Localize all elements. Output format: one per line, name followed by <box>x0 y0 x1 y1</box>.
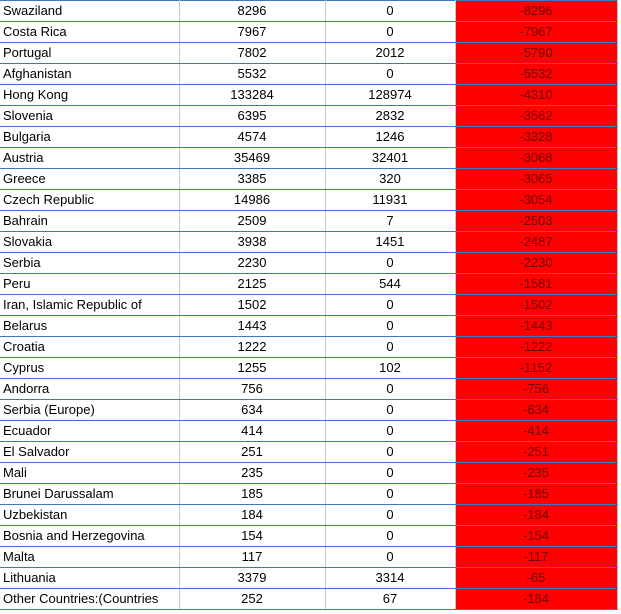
cell-country[interactable]: Afghanistan <box>0 64 179 85</box>
table-row <box>0 253 617 274</box>
cell-value-a[interactable]: 14986 <box>179 190 325 211</box>
cell-difference[interactable]: -634 <box>455 400 617 421</box>
cell-value-b[interactable]: 544 <box>325 274 455 295</box>
cell-difference[interactable]: -184 <box>455 505 617 526</box>
cell-country[interactable]: Greece <box>0 169 179 190</box>
cell-difference[interactable]: -3054 <box>455 190 617 211</box>
cell-difference[interactable]: -3068 <box>455 148 617 169</box>
cell-value-b[interactable]: 0 <box>325 1 455 22</box>
table-row <box>0 127 617 148</box>
cell-value-a[interactable]: 414 <box>179 421 325 442</box>
cell-country[interactable]: Serbia <box>0 253 179 274</box>
cell-difference[interactable]: -3562 <box>455 106 617 127</box>
cell-country[interactable]: Hong Kong <box>0 85 179 106</box>
table-row <box>0 148 617 169</box>
table-row <box>0 379 617 400</box>
cell-difference[interactable]: -65 <box>455 568 617 589</box>
cell-value-b[interactable]: 0 <box>325 316 455 337</box>
cell-value-b[interactable]: 32401 <box>325 148 455 169</box>
cell-country[interactable]: Ecuador <box>0 421 179 442</box>
cell-country[interactable]: Lithuania <box>0 568 179 589</box>
cell-country[interactable]: Peru <box>0 274 179 295</box>
cell-value-b[interactable]: 0 <box>325 505 455 526</box>
cell-country[interactable]: Bosnia and Herzegovina <box>0 526 179 547</box>
cell-country[interactable]: Brunei Darussalam <box>0 484 179 505</box>
cell-value-a[interactable]: 634 <box>179 400 325 421</box>
cell-value-b[interactable]: 0 <box>325 484 455 505</box>
cell-country[interactable]: Bahrain <box>0 211 179 232</box>
cell-value-a[interactable]: 252 <box>179 589 325 610</box>
cell-value-a[interactable]: 1502 <box>179 295 325 316</box>
cell-value-a[interactable]: 1222 <box>179 337 325 358</box>
cell-difference[interactable]: -1581 <box>455 274 617 295</box>
cell-difference[interactable]: -1502 <box>455 295 617 316</box>
cell-value-a[interactable]: 2509 <box>179 211 325 232</box>
cell-difference[interactable]: -1222 <box>455 337 617 358</box>
cell-country[interactable]: Bulgaria <box>0 127 179 148</box>
cell-difference[interactable]: -185 <box>455 484 617 505</box>
table-row <box>0 526 617 547</box>
table-row <box>0 316 617 337</box>
cell-value-b[interactable]: 1246 <box>325 127 455 148</box>
cell-value-b[interactable]: 2012 <box>325 43 455 64</box>
cell-value-a[interactable]: 7802 <box>179 43 325 64</box>
cell-value-a[interactable]: 3385 <box>179 169 325 190</box>
cell-value-b[interactable]: 0 <box>325 463 455 484</box>
table-row <box>0 442 617 463</box>
cell-difference[interactable]: -5790 <box>455 43 617 64</box>
cell-value-b[interactable]: 0 <box>325 400 455 421</box>
cell-value-b[interactable]: 320 <box>325 169 455 190</box>
cell-country[interactable]: Slovakia <box>0 232 179 253</box>
cell-value-a[interactable]: 35469 <box>179 148 325 169</box>
cell-difference[interactable]: -154 <box>455 526 617 547</box>
cell-value-a[interactable]: 756 <box>179 379 325 400</box>
cell-value-a[interactable]: 7967 <box>179 22 325 43</box>
table-row <box>0 463 617 484</box>
table-row <box>0 295 617 316</box>
table-row <box>0 85 617 106</box>
table-row <box>0 484 617 505</box>
cell-difference[interactable]: -5532 <box>455 64 617 85</box>
table-row <box>0 232 617 253</box>
table-row <box>0 43 617 64</box>
cell-country[interactable]: Croatia <box>0 337 179 358</box>
cell-value-b[interactable]: 0 <box>325 295 455 316</box>
cell-value-b[interactable]: 11931 <box>325 190 455 211</box>
table-row <box>0 358 617 379</box>
cell-value-b[interactable]: 0 <box>325 379 455 400</box>
table-row <box>0 505 617 526</box>
cell-value-b[interactable]: 7 <box>325 211 455 232</box>
cell-difference[interactable]: -8296 <box>455 1 617 22</box>
cell-value-b[interactable]: 0 <box>325 421 455 442</box>
cell-difference[interactable]: -7967 <box>455 22 617 43</box>
table-row <box>0 190 617 211</box>
table-row <box>0 22 617 43</box>
cell-country[interactable]: Portugal <box>0 43 179 64</box>
cell-value-b[interactable]: 0 <box>325 442 455 463</box>
table-row <box>0 589 617 610</box>
cell-country[interactable]: Malta <box>0 547 179 568</box>
cell-country[interactable]: Czech Republic <box>0 190 179 211</box>
cell-difference[interactable]: -235 <box>455 463 617 484</box>
cell-country[interactable]: Belarus <box>0 316 179 337</box>
cell-value-a[interactable]: 154 <box>179 526 325 547</box>
cell-difference[interactable]: -1443 <box>455 316 617 337</box>
cell-value-a[interactable]: 4574 <box>179 127 325 148</box>
cell-difference[interactable]: -117 <box>455 547 617 568</box>
cell-country[interactable]: Costa Rica <box>0 22 179 43</box>
cell-value-a[interactable]: 6395 <box>179 106 325 127</box>
cell-value-b[interactable]: 67 <box>325 589 455 610</box>
cell-value-a[interactable]: 251 <box>179 442 325 463</box>
grid-body <box>0 1 617 610</box>
cell-value-a[interactable]: 8296 <box>179 1 325 22</box>
cell-value-a[interactable]: 235 <box>179 463 325 484</box>
table-row <box>0 1 617 22</box>
table-row <box>0 274 617 295</box>
cell-country[interactable]: Serbia (Europe) <box>0 400 179 421</box>
cell-value-a[interactable]: 184 <box>179 505 325 526</box>
cell-value-a[interactable]: 117 <box>179 547 325 568</box>
cell-country[interactable]: Swaziland <box>0 1 179 22</box>
cell-value-a[interactable]: 1443 <box>179 316 325 337</box>
cell-country[interactable]: Slovenia <box>0 106 179 127</box>
cell-country[interactable]: Cyprus <box>0 358 179 379</box>
cell-difference[interactable]: -414 <box>455 421 617 442</box>
cell-difference[interactable]: -2230 <box>455 253 617 274</box>
cell-value-a[interactable]: 1255 <box>179 358 325 379</box>
cell-value-a[interactable]: 133284 <box>179 85 325 106</box>
table-row <box>0 421 617 442</box>
cell-value-a[interactable]: 3379 <box>179 568 325 589</box>
cell-value-b[interactable]: 0 <box>325 22 455 43</box>
table-row <box>0 568 617 589</box>
cell-difference[interactable]: -184 <box>455 589 617 610</box>
cell-value-a[interactable]: 3938 <box>179 232 325 253</box>
cell-difference[interactable]: -2487 <box>455 232 617 253</box>
cell-value-a[interactable]: 2125 <box>179 274 325 295</box>
table-row <box>0 400 617 421</box>
cell-country[interactable]: Other Countries:(Countries <box>0 589 179 610</box>
table-row <box>0 337 617 358</box>
cell-value-b[interactable]: 0 <box>325 526 455 547</box>
cell-country[interactable]: Iran, Islamic Republic of <box>0 295 179 316</box>
cell-value-a[interactable]: 5532 <box>179 64 325 85</box>
table-row <box>0 64 617 85</box>
cell-value-b[interactable]: 1451 <box>325 232 455 253</box>
cell-difference[interactable]: -3065 <box>455 169 617 190</box>
table-row <box>0 547 617 568</box>
cell-value-a[interactable]: 2230 <box>179 253 325 274</box>
cell-difference[interactable]: -3328 <box>455 127 617 148</box>
cell-difference[interactable]: -756 <box>455 379 617 400</box>
table-row <box>0 106 617 127</box>
cell-value-b[interactable]: 128974 <box>325 85 455 106</box>
table-row <box>0 211 617 232</box>
cell-difference[interactable]: -1152 <box>455 358 617 379</box>
cell-value-b[interactable]: 0 <box>325 547 455 568</box>
cell-value-a[interactable]: 185 <box>179 484 325 505</box>
cell-value-b[interactable]: 0 <box>325 64 455 85</box>
cell-difference[interactable]: -251 <box>455 442 617 463</box>
cell-country[interactable]: Uzbekistan <box>0 505 179 526</box>
cell-value-b[interactable]: 0 <box>325 253 455 274</box>
cell-country[interactable]: Austria <box>0 148 179 169</box>
cell-value-b[interactable]: 3314 <box>325 568 455 589</box>
cell-value-b[interactable]: 2832 <box>325 106 455 127</box>
cell-country[interactable]: Andorra <box>0 379 179 400</box>
cell-country[interactable]: Mali <box>0 463 179 484</box>
cell-value-b[interactable]: 102 <box>325 358 455 379</box>
cell-country[interactable]: El Salvador <box>0 442 179 463</box>
table-row <box>0 169 617 190</box>
cell-value-b[interactable]: 0 <box>325 337 455 358</box>
cell-difference[interactable]: -2503 <box>455 211 617 232</box>
cell-difference[interactable]: -4310 <box>455 85 617 106</box>
